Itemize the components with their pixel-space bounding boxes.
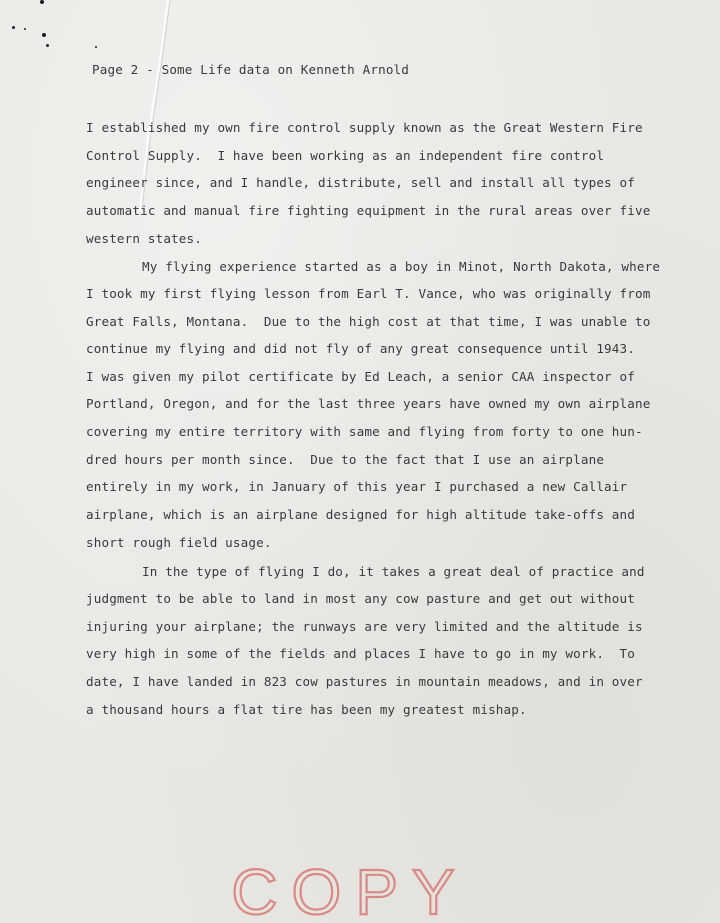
text-line: I established my own fire control supply known as the Great Western Fire [86, 120, 643, 135]
text-line: short rough field usage. [86, 535, 272, 550]
text-line: covering my entire territory with same and flying from forty to one hun- [86, 424, 643, 439]
text-line: Control Supply. I have been working as an independent fire control [86, 148, 605, 163]
text-line: injuring your airplane; the runways are very limited and the altitude is [86, 619, 643, 634]
page-header: Page 2 - Some Life data on Kenneth Arnold [92, 62, 410, 77]
text-line: automatic and manual fire fighting equipment in the rural areas over five [86, 203, 651, 218]
text-line: Portland, Oregon, and for the last three years have owned my own airplane [86, 396, 651, 411]
text-line: western states. [86, 231, 202, 246]
text-line: engineer since, and I handle, distribute, sell and install all types of [86, 175, 635, 190]
text-line: In the type of flying I do, it takes a great deal of practice and [142, 564, 645, 579]
text-line: My flying experience started as a boy in Minot, North Dakota, where [142, 259, 661, 274]
text-line: a thousand hours a flat tire has been my greatest mishap. [86, 702, 527, 717]
ink-speck [12, 26, 15, 29]
text-line: entirely in my work, in January of this year I purchased a new Callair [86, 479, 628, 494]
text-line: continue my flying and did not fly of any great consequence until 1943. [86, 341, 635, 356]
copy-stamp [220, 858, 480, 920]
text-line: I took my first flying lesson from Earl T. Vance, who was originally from [86, 286, 651, 301]
ink-speck [24, 28, 26, 30]
text-line: judgment to be able to land in most any cow pasture and get out without [86, 591, 635, 606]
text-line: dred hours per month since. Due to the fact that I use an airplane [86, 452, 605, 467]
text-line: very high in some of the fields and places I have to go in my work. To [86, 646, 635, 661]
copy-stamp-text: COPY [231, 858, 469, 920]
ink-speck [46, 44, 49, 47]
text-line: airplane, which is an airplane designed for high altitude take-offs and [86, 507, 635, 522]
text-line: Great Falls, Montana. Due to the high cost at that time, I was unable to [86, 314, 651, 329]
ink-speck [95, 46, 97, 48]
ink-speck [42, 33, 46, 37]
text-line: I was given my pilot certificate by Ed Leach, a senior CAA inspector of [86, 369, 635, 384]
text-line: date, I have landed in 823 cow pastures in mountain meadows, and in over [86, 674, 643, 689]
ink-speck [40, 0, 44, 4]
